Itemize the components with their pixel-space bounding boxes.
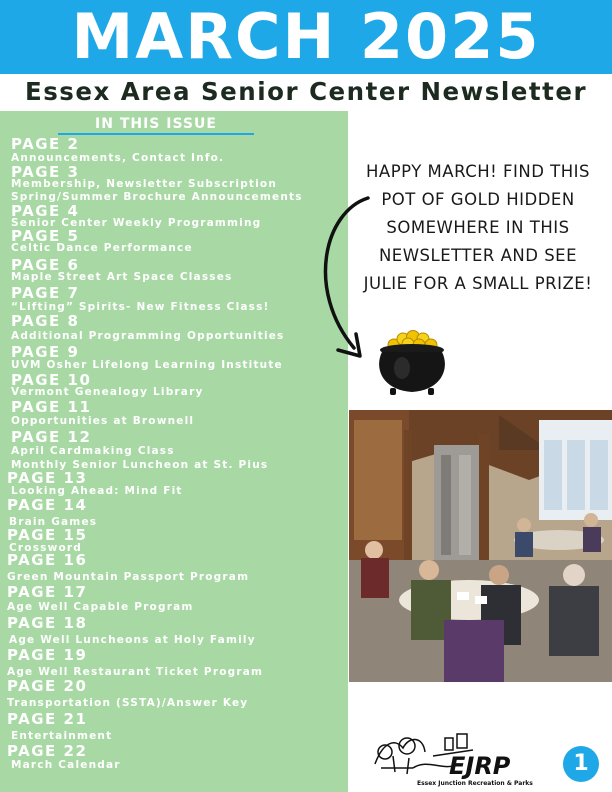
toc-page-label: PAGE 10	[11, 371, 92, 389]
toc-page-label: PAGE 17	[7, 583, 88, 601]
page-title: MARCH 2025	[71, 0, 541, 73]
toc-page-label: PAGE 19	[7, 646, 88, 664]
toc-item-title: March Calendar	[11, 759, 121, 771]
toc-item-title: “Lifting” Spirits- New Fitness Class!	[11, 301, 270, 313]
toc-item-title: Maple Street Art Space Classes	[11, 271, 233, 283]
toc-page-label: PAGE 4	[11, 202, 80, 220]
toc-item-title: Brain Games	[9, 516, 98, 528]
logo-wordmark: EJRP	[449, 752, 511, 780]
toc-item-title: Age Well Capable Program	[7, 601, 194, 613]
toc-item-title: Vermont Genealogy Library	[11, 386, 204, 398]
toc-item-title: Monthly Senior Luncheon at St. Pius	[11, 459, 269, 471]
contents-heading: IN THIS ISSUE	[95, 116, 217, 132]
curved-arrow-icon	[310, 190, 380, 365]
toc-item-title: Looking Ahead: Mind Fit	[11, 485, 183, 497]
toc-item-title: Green Mountain Passport Program	[7, 571, 250, 583]
toc-item-title: Senior Center Weekly Programming	[11, 217, 262, 229]
toc-item-title: Spring/Summer Brochure Announcements	[11, 191, 303, 203]
toc-page-label: PAGE 6	[11, 256, 80, 274]
toc-page-label: PAGE 20	[7, 677, 88, 695]
toc-page-label: PAGE 18	[7, 614, 88, 632]
toc-item-title: Age Well Luncheons at Holy Family	[9, 634, 256, 646]
toc-item-title: Membership, Newsletter Subscription	[11, 178, 278, 190]
toc-item-title: Additional Programming Opportunities	[11, 330, 285, 342]
toc-item-title: Age Well Restaurant Ticket Program	[7, 666, 264, 678]
toc-page-label: PAGE 7	[11, 284, 80, 302]
ejrp-logo	[373, 728, 543, 788]
pot-of-gold-icon	[372, 328, 452, 398]
toc-page-label: PAGE 9	[11, 343, 80, 361]
toc-page-label: PAGE 14	[7, 496, 88, 514]
toc-page-label: PAGE 8	[11, 312, 80, 330]
page-number-badge: 1	[563, 746, 599, 782]
senior-center-photo	[349, 410, 612, 682]
toc-page-label: PAGE 5	[11, 227, 80, 245]
toc-item-title: Transportation (SSTA)/Answer Key	[7, 697, 249, 709]
newsletter-subtitle: Essex Area Senior Center Newsletter	[24, 77, 588, 106]
toc-page-label: PAGE 12	[11, 428, 92, 446]
promo-text: HAPPY MARCH! FIND THIS POT OF GOLD HIDDEN SOMEWHERE IN THIS NEWSLETTER AND SEE JULIE FOR A SMALL PRIZE!	[363, 162, 593, 293]
contents-heading-rule	[58, 133, 254, 135]
toc-item-title: UVM Osher Lifelong Learning Institute	[11, 359, 283, 371]
toc-item-title: Celtic Dance Performance	[11, 242, 193, 254]
toc-item-title: April Cardmaking Class	[11, 445, 175, 457]
toc-page-label: PAGE 16	[7, 551, 88, 569]
toc-page-label: PAGE 11	[11, 398, 92, 416]
toc-item-title: Opportunities at Brownell	[11, 415, 195, 427]
toc-item-title: Entertainment	[11, 730, 113, 742]
toc-page-label: PAGE 21	[7, 710, 88, 728]
toc-page-label: PAGE 13	[7, 469, 88, 487]
toc-page-label: PAGE 3	[11, 163, 80, 181]
toc-page-label: PAGE 22	[7, 742, 88, 760]
toc-item-title: Announcements, Contact Info.	[11, 152, 225, 164]
toc-page-label: PAGE 2	[11, 135, 80, 153]
toc-item-title: Crossword	[9, 542, 83, 554]
toc-page-label: PAGE 15	[7, 526, 88, 544]
logo-tagline: Essex Junction Recreation & Parks	[417, 780, 533, 787]
